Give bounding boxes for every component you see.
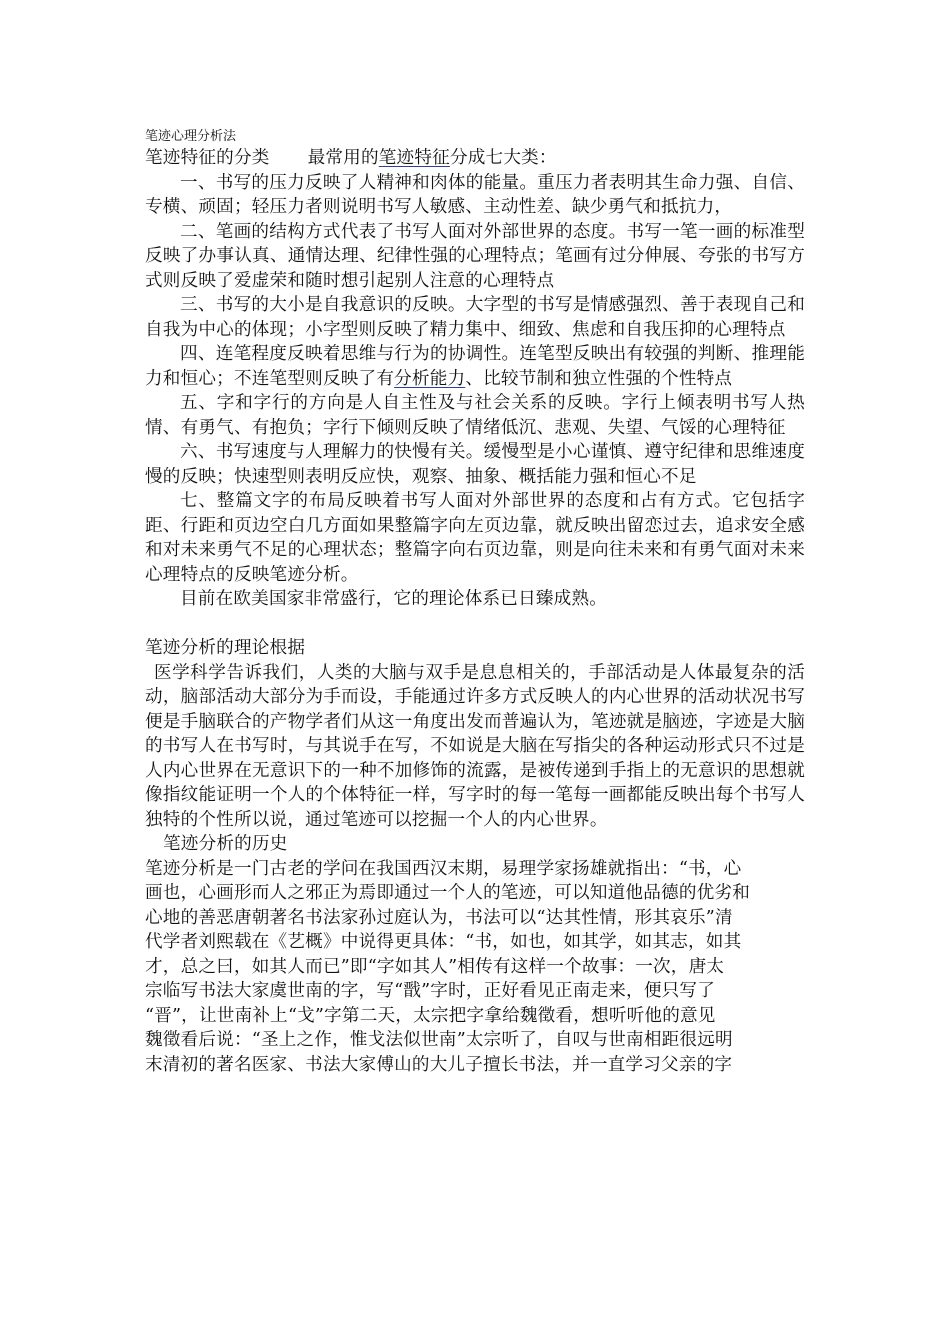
category-paragraph-1: 一、书写的压力反映了人精神和肉体的能量。重压力者表明其生命力强、自信、专横、顽固；轻压力者则说明书写人敏感、主动性差、缺少勇气和抵抗力， [145,172,805,217]
history-line: 宗临写书法大家虞世南的字，写“戬”字时，正好看见正南走来，便只写了 [145,981,715,1001]
classification-intro [145,146,805,171]
history-line: 画也，心画形而人之邪正为焉即通过一个人的笔迹，可以知道他品德的优劣和 [145,883,750,903]
category-paragraph-4 [145,342,805,391]
history-line: 心地的善恶唐朝著名书法家孙过庭认为，书法可以“达其性情，形其哀乐”清 [145,907,733,928]
analysis-ability-link[interactable]: 分析能力 [394,368,466,389]
history-line: 才，总之曰，如其人而已”即“字如其人”相传有这样一个故事：一次，唐太 [145,956,725,977]
category-paragraph-5: 五、字和字行的方向是人自主性及与社会关系的反映。字行上倾表明书写人热情、有勇气、有抱负；字行下倾则反映了情绪低沉、悲观、失望、气馁的心理特征 [145,393,805,438]
theory-paragraph: 医学科学告诉我们，人类的大脑与双手是息息相关的，手部活动是人体最复杂的活动，脑部活动大部分为手而设，手能通过许多方式反映人的内心世界的活动状况书写便是手脑联合的产物学者们从这一角度出发而普遍认为，笔迹就是脑迹，字迹是大脑的书写人在书写时，与其说手在写，不如说是大脑在写指尖的各种运动形式只不过是人内心世界在无意识下的一种不加修饰的流露，是被传递到手指上的无意识的思想就像指纹能证明一个人的个体特征一样，写字时的每一笔每一画都能反映出每个书写人独特的个性所以说，通过笔迹可以挖掘一个人的内心世界。 [145,662,805,830]
history-line: 魏徵看后说：“圣上之作，惟戈法似世南”太宗听了，自叹与世南相距很远明 [145,1030,733,1050]
document-page [145,128,805,1077]
handwriting-features-link[interactable]: 笔迹特征 [378,148,450,168]
document-title: 笔迹心理分析法 [145,129,237,144]
classification-heading: 笔迹特征的分类 [145,148,270,168]
blank-line [145,612,805,637]
closing-paragraph: 目前在欧美国家非常盛行，它的理论体系已日臻成熟。 [180,589,608,609]
history-line: 笔迹分析是一门古老的学问在我国西汉末期，易理学家扬雄就指出：“书，心 [145,858,742,879]
intro-text-before: 最常用的 [307,148,379,168]
intro-text-after: 分成七大类： [449,148,557,168]
theory-heading: 笔迹分析的理论根据 [145,638,306,658]
history-line: 代学者刘熙载在《艺概》中说得更具体：“书，如也，如其学，如其志，如其 [145,932,742,952]
category-paragraph-3: 三、书写的大小是自我意识的反映。大字型的书写是情感强烈、善于表现自己和自我为中心的体现；小字型则反映了精力集中、细致、焦虑和自我压抑的心理特点 [145,295,805,340]
history-paragraph [145,857,805,1078]
history-line: 末清初的著名医家、书法大家傅山的大儿子擅长书法，并一直学习父亲的字 [145,1054,733,1075]
history-heading: 笔迹分析的历史 [163,834,288,854]
category-paragraph-6: 六、书写速度与人理解力的快慢有关。缓慢型是小心谨慎、遵守纪律和思维速度慢的反映；快速型则表明反应快，观察、抽象、概括能力强和恒心不足 [145,442,805,487]
category-4-after: 、比较节制和独立性强的个性特点 [465,368,733,389]
category-paragraph-7: 七、整篇文字的布局反映着书写人面对外部世界的态度和占有方式。它包括字距、行距和页边空白几方面如果整篇字向左页边靠，就反映出留恋过去，追求安全感和对未来勇气不足的心理状态；整篇字向右页边靠，则是向往未来和有勇气面对未来心理特点的反映笔迹分析。 [145,491,805,585]
category-4-before: 四、连笔程度反映着思维与行为的协调性。连笔型反映出有较强的判断、推理能力和恒心；不连笔型则反映了有 [145,344,805,389]
history-line: “晋”，让世南补上“戈”字第二天，太宗把字拿给魏徵看，想听听他的意见 [145,1005,716,1026]
category-paragraph-2: 二、笔画的结构方式代表了书写人面对外部世界的态度。书写一笔一画的标准型反映了办事认真、通情达理、纪律性强的心理特点；笔画有过分伸展、夸张的书写方式则反映了爱虚荣和随时想引起别人注意的心理特点 [145,221,805,291]
